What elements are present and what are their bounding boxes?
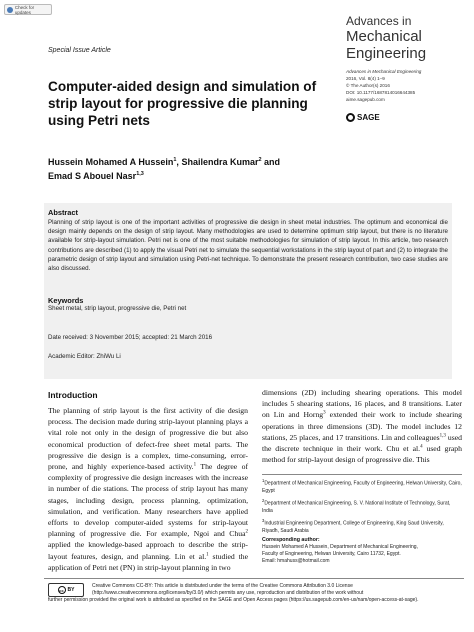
citation-ref[interactable]: 1	[193, 462, 197, 468]
corresponding-line: Hussein Mohamed A Hussein, Department of Mechanical Engineering,	[262, 544, 418, 550]
intro-text: extended their work to include shearing operations in three dimensions (3D). The model includes 12 stations, 25 places, and 17 transitions. Lin and colleagues	[262, 410, 462, 442]
copyright-line: © The Author(s) 2016	[346, 83, 390, 88]
publication-info	[346, 68, 472, 103]
corresponding-author-heading: Corresponding author:	[262, 537, 320, 543]
journal-name: Advances in Mechanical Engineering	[346, 69, 422, 74]
author-name: Emad S Abouel Nasr	[48, 171, 137, 181]
journal-title	[346, 14, 466, 62]
cc-by-label: BY	[67, 587, 75, 593]
academic-editor: Academic Editor: ZhiWu Li	[48, 353, 121, 360]
introduction-heading: Introduction	[48, 390, 98, 400]
article-title: Computer-aided design and simulation of strip layout for progressive die planning using Petri nets	[48, 79, 317, 128]
affiliation-text: Department of Mechanical Engineering, Faculty of Engineering, Helwan University, Cairo, Egypt	[262, 480, 462, 494]
received-dates: Date received: 3 November 2015; accepted: 21 March 2016	[48, 334, 213, 341]
intro-text: studied the application of Petri net (PN) in strip-layout planning in two	[48, 551, 248, 572]
affiliations	[262, 477, 462, 537]
affiliation-text: Department of Mechanical Engineering, S. V. National Institute of Technology, Surat, India	[262, 500, 451, 514]
corresponding-email[interactable]: Email: hmahuss@hotmail.com	[262, 558, 330, 565]
check-for-updates-label: Check for updates	[14, 4, 35, 15]
author-name: Shailendra Kumar	[181, 157, 259, 167]
author-separator: ,	[176, 157, 182, 167]
intro-text: used the discrete technique in their work. Chu et al.	[262, 432, 463, 454]
affiliation-sup: 2	[262, 498, 265, 504]
intro-text: dimensions (2D) including shearing operations. This model includes 5 shearing stations, 16 places, and 8 transitions. Later on Lin and Horng	[262, 388, 462, 420]
sage-logo-icon	[346, 113, 355, 122]
sage-logo-text: SAGE	[357, 113, 380, 122]
affiliation-item	[262, 497, 462, 515]
intro-text: The planning of strip layout is the first activity of die design process. The decision made during strip-layout planning plays a vital role not only in the design of progressive die but also economical production of defect-free sheet metal parts. The progressive die design is a complex, time-consuming, error-prone, and highly experience-based activity.	[48, 406, 248, 472]
affiliation-divider	[262, 474, 462, 475]
intro-text: The degree of complexity of progressive die design increases with the increase in number of die stations. The process of strip layout has many stages, including design, process planning, optimization, simulation, and verification. Many researchers have applied efforts to develop computer-aided systems for strip-layout planning of progressive die. For example, Ngoi and Chua	[48, 462, 249, 539]
affiliation-sup: 3	[262, 518, 265, 524]
keywords-text: Sheet metal, strip layout, progressive die, Petri net	[48, 305, 187, 312]
affiliation-text: Industrial Engineering Department, College of Engineering, King Saud University, Riyadh, Saudi Arabia	[262, 520, 444, 534]
citation-ref[interactable]: 1,3	[439, 433, 446, 439]
author-name: Hussein Mohamed A Hussein	[48, 157, 174, 167]
citation-ref[interactable]: 3	[323, 410, 326, 416]
corresponding-line: Faculty of Engineering, Helwan University, Cairo 11732, Egypt.	[262, 551, 401, 558]
intro-left-column	[48, 405, 248, 573]
affiliation-item	[262, 517, 462, 535]
check-for-updates-badge[interactable]	[4, 4, 52, 15]
license-divider	[44, 578, 464, 579]
abstract-text: Planning of strip layout is one of the important activities of progressive die design in sheet metal industries. The optimum and economical die design mainly depends on the design of strip layout. Many methodologies are used to determine optimum strip layout, but there is no literature available for strip-layout simulation. Petri net is one of the most suitable methodologies for simulation of strip layout. In this article, two research contributions are described (1) to apply the visual Petri net to simulate the sequential workstations in the strip layout of part and (2) to integrate the parametric design of strip layout and simulation using Petri-net technique. To demonstrate the present research contribution, two case studies are also discussed.	[48, 219, 448, 273]
citation-ref[interactable]: 2	[245, 529, 248, 535]
journal-title-line1: Advances in	[346, 14, 412, 28]
volume-info: 2016, Vol. 8(4) 1–9	[346, 76, 385, 81]
doi-line[interactable]: DOI: 10.1177/1687814016644385	[346, 90, 416, 95]
author-affil-sup: 1	[173, 157, 177, 163]
intro-text: applied the knowledge-based approach to describe the strip-layout features, design, and planning. Lin et al.	[48, 540, 248, 561]
citation-ref[interactable]: 1	[206, 552, 209, 558]
affiliation-sup: 1	[262, 478, 265, 483]
creative-commons-badge[interactable]	[48, 583, 84, 597]
corresponding-author	[262, 544, 462, 566]
journal-url[interactable]: aime.sagepub.com	[346, 97, 385, 102]
author-separator: and	[261, 157, 281, 167]
citation-ref[interactable]: 4	[420, 444, 423, 450]
author-list	[48, 154, 348, 182]
license-text-continued: further permission provided the original work is attributed as specified on the SAGE and Open Access pages (https://us.sagepub.com/en-us/nam/open-access-at-sage).	[48, 597, 419, 603]
author-affil-sup: 2	[258, 157, 262, 163]
update-icon	[7, 7, 13, 13]
affiliation-item	[262, 477, 462, 495]
intro-right-column	[262, 387, 462, 465]
sage-logo	[346, 113, 380, 122]
author-affil-sup: 1,3	[136, 171, 144, 177]
license-text: Creative Commons CC-BY: This article is distributed under the terms of the Creative Commons Attribution 3.0 License (http://www.creativecommons.org/licenses/by/3.0/) which permits any use, reproduction and distribution of the work without	[92, 583, 364, 597]
cc-icon: cc	[59, 587, 64, 593]
abstract-heading: Abstract	[48, 208, 78, 217]
keywords-heading: Keywords	[48, 296, 84, 305]
intro-text: used graph method for strip-layout design of progressive die. This	[262, 444, 462, 465]
journal-title-line3: Engineering	[346, 45, 427, 62]
article-type: Special Issue Article	[48, 47, 111, 54]
journal-title-line2: Mechanical	[346, 28, 422, 45]
